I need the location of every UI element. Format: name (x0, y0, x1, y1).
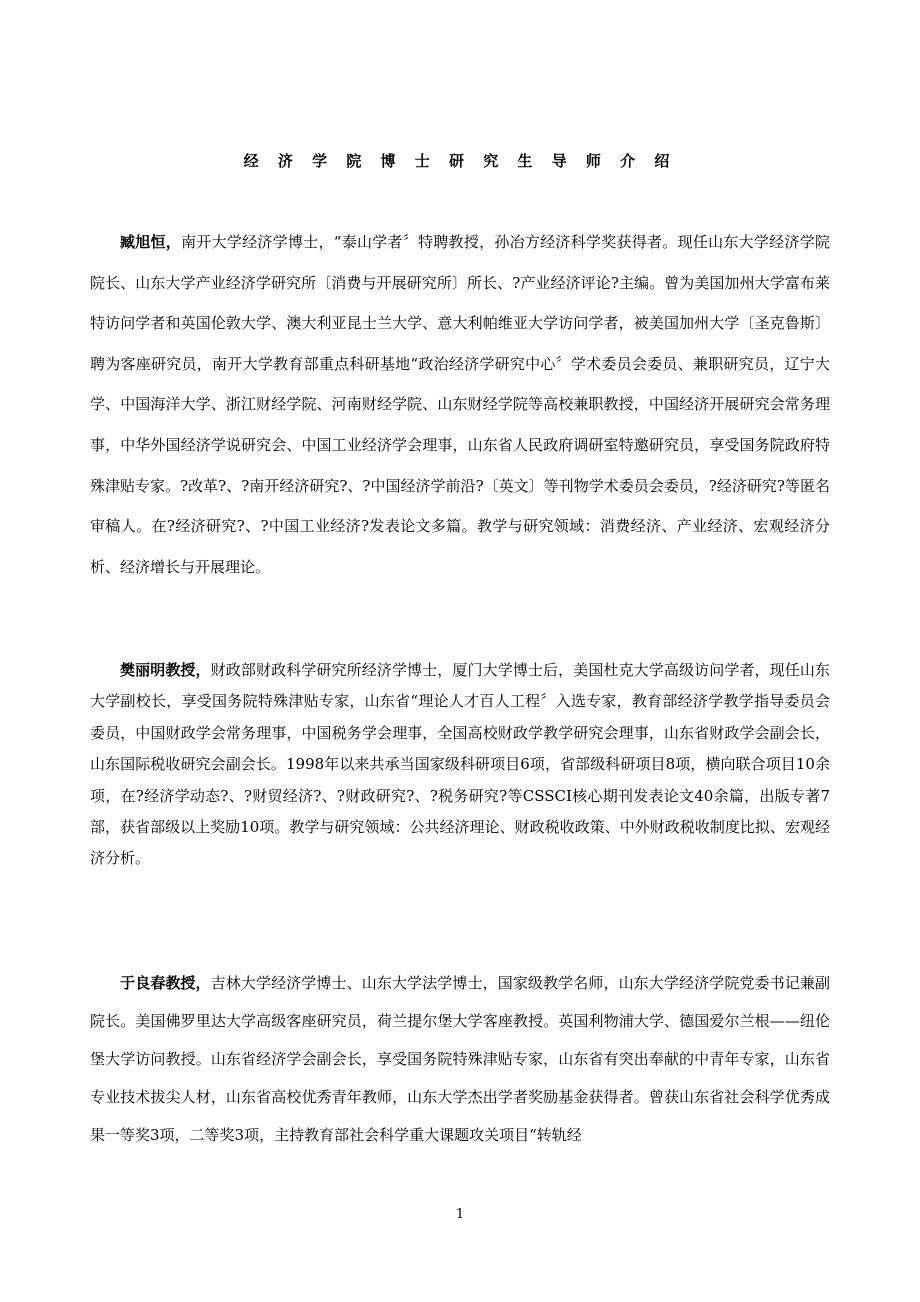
advisor-name: 臧旭恒， (120, 233, 182, 251)
page-title: 经 济 学 院 博 士 研 究 生 导 师 介 绍 (243, 152, 677, 170)
advisor-bio: 财政部财政科学研究所经济学博士，厦门大学博士后，美国杜克大学高级访问学者，现任山东大学副校长，享受国务院特殊津贴专家，山东省“理论人才百人工程〞入选专家，教育部经济学教学指导委员会委员，中国财政学会常务理事，中国税务学会理事，全国高校财政学教学研究会理事，山东省财政学会副会长，山东国际税收研究会副会长。1998年以来共承当国家级科研项目6项，省部级科研项目8项，横向联合项目10余项，在?经济学动态?、?财贸经济?、?财政研究?、?税务研究?等CSSCI核心期刊发表论文40余篇，出版专著7部，获省部级以上奖励10项。教学与研究领域：公共经济理论、财政税收政策、中外财政税收制度比拟、宏观经济分析。 (90, 661, 830, 868)
advisor-paragraph-yu (90, 965, 830, 1155)
advisor-name: 于良春教授， (120, 974, 211, 992)
advisor-bio: 吉林大学经济学博士、山东大学法学博士，国家级教学名师，山东大学经济学院党委书记兼副院长。美国佛罗里达大学高级客座研究员，荷兰提尔堡大学客座教授。英国利物浦大学、德国爱尔兰根——纽伦堡大学访问教授。山东省经济学会副会长，享受国务院特殊津贴专家，山东省有突出奉献的中青年专家，山东省专业技术拔尖人材，山东省高校优秀青年教师，山东大学杰出学者奖励基金获得者。曾获山东省社会科学优秀成果一等奖3项，二等奖3项，主持教育部社会科学重大课题攻关项目“转轨经 (90, 974, 830, 1144)
advisor-name: 樊丽明教授， (120, 661, 211, 679)
page-number: 1 (455, 1207, 465, 1222)
advisor-paragraph-zang (90, 222, 830, 587)
advisor-bio: 南开大学经济学博士，“泰山学者〞特聘教授，孙冶方经济科学奖获得者。现任山东大学经济学院院长、山东大学产业经济学研究所〔消费与开展研究所〕所长、?产业经济评论?主编。曾为美国加州大学富布莱特访问学者和英国伦敦大学、澳大利亚昆士兰大学、意大利帕维亚大学访问学者，被美国加州大学〔圣克鲁斯〕聘为客座研究员，南开大学教育部重点科研基地“政治经济学研究中心〞学术委员会委员、兼职研究员，辽宁大学、中国海洋大学、浙江财经学院、河南财经学院、山东财经学院等高校兼职教授，中国经济开展研究会常务理事，中华外国经济学说研究会、中国工业经济学会理事，山东省人民政府调研室特邀研究员，享受国务院政府特殊津贴专家。?改革?、?南开经济研究?、?中国经济学前沿?〔英文〕等刊物学术委员会委员，?经济研究?等匿名审稿人。在?经济研究?、?中国工业经济?发表论文多篇。教学与研究领域：消费经济、产业经济、宏观经济分析、经济增长与开展理论。 (90, 233, 830, 576)
advisor-paragraph-fan (90, 655, 830, 875)
